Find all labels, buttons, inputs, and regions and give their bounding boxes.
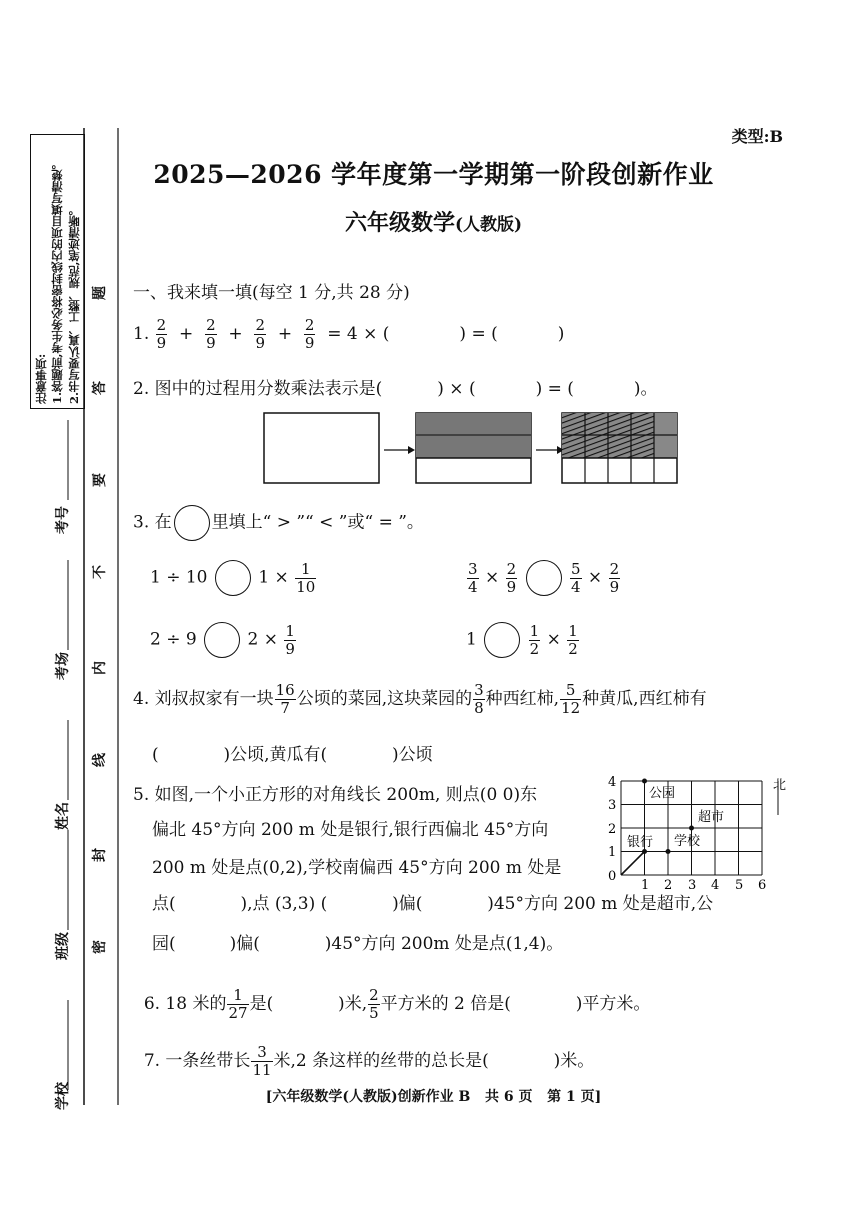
page-title: 2025—2026 学年度第一学期第一阶段创新作业 [153, 160, 714, 189]
class-label: 班级 [55, 932, 71, 960]
q6-text: 6. 18 米的 [143, 994, 227, 1014]
bank-label: 银行 [627, 835, 654, 850]
q4-line-2: ( )公顷,黄瓜有( )公顷 [152, 745, 433, 765]
question-2 [133, 374, 658, 399]
q2-text: )。 [633, 379, 658, 399]
q2-text: ) = ( [535, 379, 574, 399]
seal-char: 要 [92, 473, 108, 487]
q5-line-3: 200 m 处是点(0,2),学校南偏西 45°方向 200 m 处是 [152, 858, 562, 878]
svg-text:1: 1 [641, 878, 650, 890]
question-1 [133, 318, 564, 351]
q4-text: 4. 刘叔叔家有一块 [133, 689, 274, 709]
exam-number-label: 考号 [55, 506, 71, 534]
q5-line-2: 偏北 45°方向 200 m 处是银行,银行西偏北 45°方向 [152, 820, 549, 840]
seal-char: 线 [92, 753, 108, 767]
compare-circle[interactable] [204, 622, 240, 658]
seal-char: 不 [92, 565, 108, 579]
q6-text: 是( )米, [249, 994, 368, 1014]
park-label: 公园 [649, 786, 676, 801]
q6-text: 平方米的 2 倍是( )平方米。 [380, 994, 651, 1014]
page-footer: [六年级数学(人教版)创新作业 B 共 6 页 第 1 页] [265, 1089, 602, 1105]
subtitle-main: 六年级数学 [344, 210, 455, 236]
q2-text: ) × ( [437, 379, 476, 399]
notice-line-3: 2.书写要认真、工整、规范,笔迹清晰。 [67, 203, 81, 404]
north-label: 北 [773, 778, 787, 793]
fraction: $\frac{1}{2}$ [568, 621, 578, 658]
q3-item-d [466, 622, 580, 658]
seal-char: 内 [92, 661, 108, 675]
fraction: $\frac{5}{4}$ [570, 559, 581, 596]
market-label: 超市 [698, 810, 725, 825]
q3-item-a [150, 560, 317, 596]
type-label: 类型:B [731, 127, 783, 146]
q2-diagram [260, 410, 690, 490]
svg-text:5: 5 [735, 878, 744, 890]
q1-equals-end: ) = ( [459, 324, 498, 344]
fraction: $\frac{2}{5}$ [369, 986, 379, 1022]
q1-close: ) [557, 324, 565, 344]
q1-equals-mid: = 4 × ( [327, 324, 390, 344]
compare-circle[interactable] [484, 622, 520, 658]
q5-line-5: 园( )偏( )45°方向 200m 处是点(1,4)。 [152, 934, 564, 954]
compare-circle[interactable] [526, 560, 562, 596]
svg-text:0: 0 [608, 869, 617, 884]
svg-text:6: 6 [758, 878, 767, 890]
expr-right: 2 × [247, 629, 278, 650]
svg-text:3: 3 [608, 798, 617, 813]
fraction: $\frac{5}{12}$ [561, 681, 581, 717]
seal-char: 题 [92, 286, 108, 300]
fraction: $\frac{2}{9}$ [206, 316, 216, 352]
fraction: $\frac{3}{11}$ [252, 1043, 272, 1079]
question-7 [133, 1025, 594, 1078]
times-sign: × [484, 567, 500, 588]
fraction: $\frac{2}{9}$ [255, 316, 266, 352]
q5-line-4: 点( ),点 (3,3) ( )偏( )45°方向 200 m 处是超市,公 [152, 894, 714, 914]
fraction: $\frac{1}{27}$ [228, 986, 248, 1022]
expr-left: 1 ÷ 10 [150, 567, 208, 588]
q5-line-1: 5. 如图,一个小正方形的对角线长 200m, 则点(0 0)东 [133, 785, 538, 805]
times-sign: × [587, 567, 603, 588]
q3-item-b [466, 560, 621, 596]
question-6 [133, 968, 650, 1021]
seal-char: 封 [92, 848, 108, 862]
seal-char: 答 [92, 381, 108, 395]
q2-text: 2. 图中的过程用分数乘法表示是( [133, 379, 383, 399]
plus-sign: + [179, 324, 194, 344]
fraction: $\frac{1}{10}$ [296, 559, 316, 596]
svg-text:2: 2 [664, 878, 673, 890]
school-map-label: 学校 [674, 834, 701, 849]
fraction: $\frac{1}{9}$ [285, 621, 295, 658]
q3-item-c [150, 622, 297, 658]
name-label: 姓名 [55, 802, 71, 830]
notice-line-2: 1.答题前,考生务必将密封线内的项目填写清楚。 [50, 157, 64, 404]
q3-text: 里填上“ > ”“ < ”或“ = ”。 [211, 512, 424, 533]
subtitle-edition: (人教版) [454, 215, 523, 235]
fraction: $\frac{2}{9}$ [156, 316, 167, 352]
svg-text:3: 3 [688, 878, 697, 890]
q7-text: 米,2 条这样的丝带的总长是( )米。 [273, 1051, 595, 1071]
q7-text: 7. 一条丝带长 [143, 1051, 251, 1071]
svg-text:1: 1 [608, 845, 617, 860]
times-sign: × [546, 629, 561, 650]
expr-left: 1 [466, 629, 477, 650]
circle-blank-icon [174, 505, 210, 541]
q5-coordinate-grid [600, 775, 790, 890]
section-1-heading: 一、我来填一填(每空 1 分,共 28 分) [133, 283, 410, 303]
compare-circle[interactable] [215, 560, 251, 596]
seal-char: 密 [92, 940, 108, 954]
fraction: $\frac{3}{8}$ [474, 681, 484, 717]
whole-rectangle [264, 413, 379, 483]
plus-sign: + [228, 324, 243, 344]
fraction: $\frac{2}{9}$ [304, 316, 315, 352]
svg-text:4: 4 [711, 878, 720, 890]
q3-text: 3. 在 [133, 512, 172, 533]
svg-text:4: 4 [608, 775, 617, 790]
notice-line-1: 注意事项: [34, 353, 48, 404]
q4-text: 种黄瓜,西红柿有 [582, 689, 707, 709]
expr-left: 2 ÷ 9 [150, 629, 197, 650]
fraction: $\frac{16}{7}$ [275, 681, 295, 717]
plus-sign: + [277, 324, 293, 344]
fraction: $\frac{3}{4}$ [468, 559, 478, 596]
q1-number: 1. [133, 324, 150, 344]
question-3 [133, 505, 424, 541]
expr-right: 1 × [258, 567, 289, 588]
exam-room-label: 考场 [55, 652, 71, 680]
fraction: $\frac{2}{9}$ [609, 559, 620, 596]
q4-text: 种西红柿, [485, 689, 560, 709]
q4-text: 公顷的菜园,这块菜园的 [296, 689, 473, 709]
fraction: $\frac{1}{2}$ [529, 621, 540, 658]
fraction: $\frac{2}{9}$ [506, 559, 517, 596]
school-label: 学校 [55, 1082, 71, 1110]
question-4 [133, 683, 707, 716]
svg-text:2: 2 [608, 822, 617, 837]
